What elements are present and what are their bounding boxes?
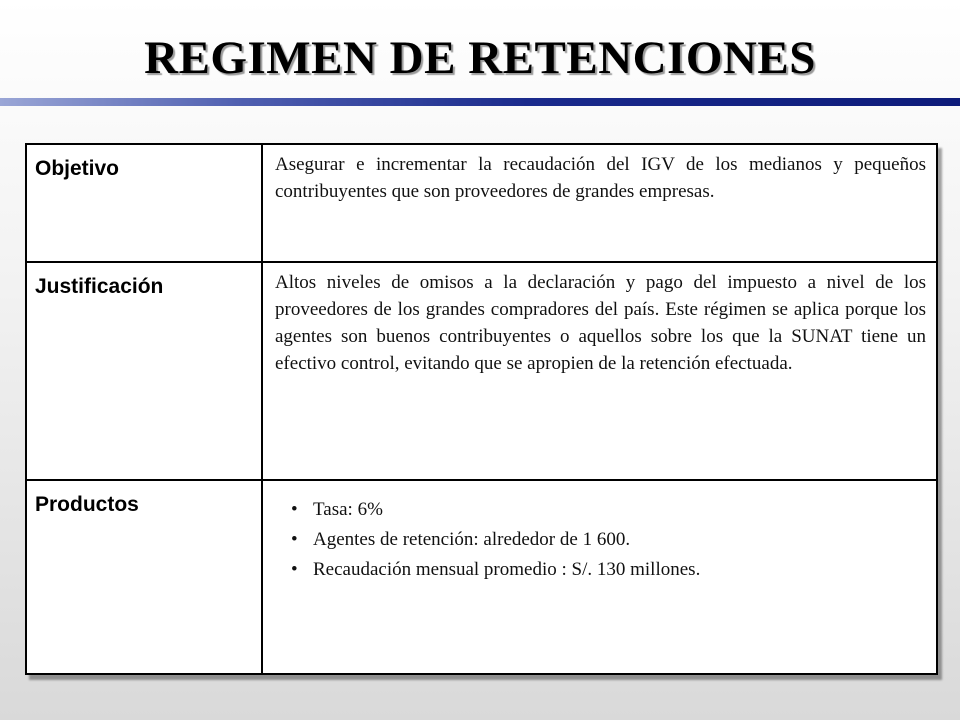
products-bullet-list	[275, 487, 926, 585]
row-text-justificacion: Altos niveles de omisos a la declaración y pago del impuesto a nivel de los proveedores de los grandes compradores del país. Este régimen se aplica porque los agentes son buenos contribuyentes o aquellos sobre los que la SUNAT tiene un efectivo control, evitando que se apropien de la retención efectuada.	[262, 262, 937, 480]
row-cell-productos	[262, 480, 937, 674]
bullet-text-recaudacion: Recaudación mensual promedio : S/. 130 millones.	[313, 559, 701, 580]
list-item	[289, 525, 926, 555]
row-text-objetivo: Asegurar e incrementar la recaudación del IGV de los medianos y pequeños contribuyentes que son proveedores de grandes empresas.	[262, 144, 937, 262]
bullet-text-tasa: Tasa: 6%	[313, 499, 383, 520]
table-row-justificacion	[26, 262, 937, 480]
row-label-productos: Productos	[26, 480, 262, 674]
bullet-icon: •	[291, 529, 298, 550]
list-item	[289, 555, 926, 585]
table-row-objetivo	[26, 144, 937, 262]
retention-regime-table	[25, 143, 938, 675]
list-item	[289, 495, 926, 525]
row-label-justificacion: Justificación	[26, 262, 262, 480]
title-divider	[0, 98, 960, 106]
table-row-productos	[26, 480, 937, 674]
page-title: REGIMEN DE RETENCIONES	[144, 32, 816, 84]
bullet-icon: •	[291, 499, 298, 520]
row-label-objetivo: Objetivo	[26, 144, 262, 262]
bullet-text-agentes: Agentes de retención: alrededor de 1 600.	[313, 529, 631, 550]
bullet-icon: •	[291, 559, 298, 580]
